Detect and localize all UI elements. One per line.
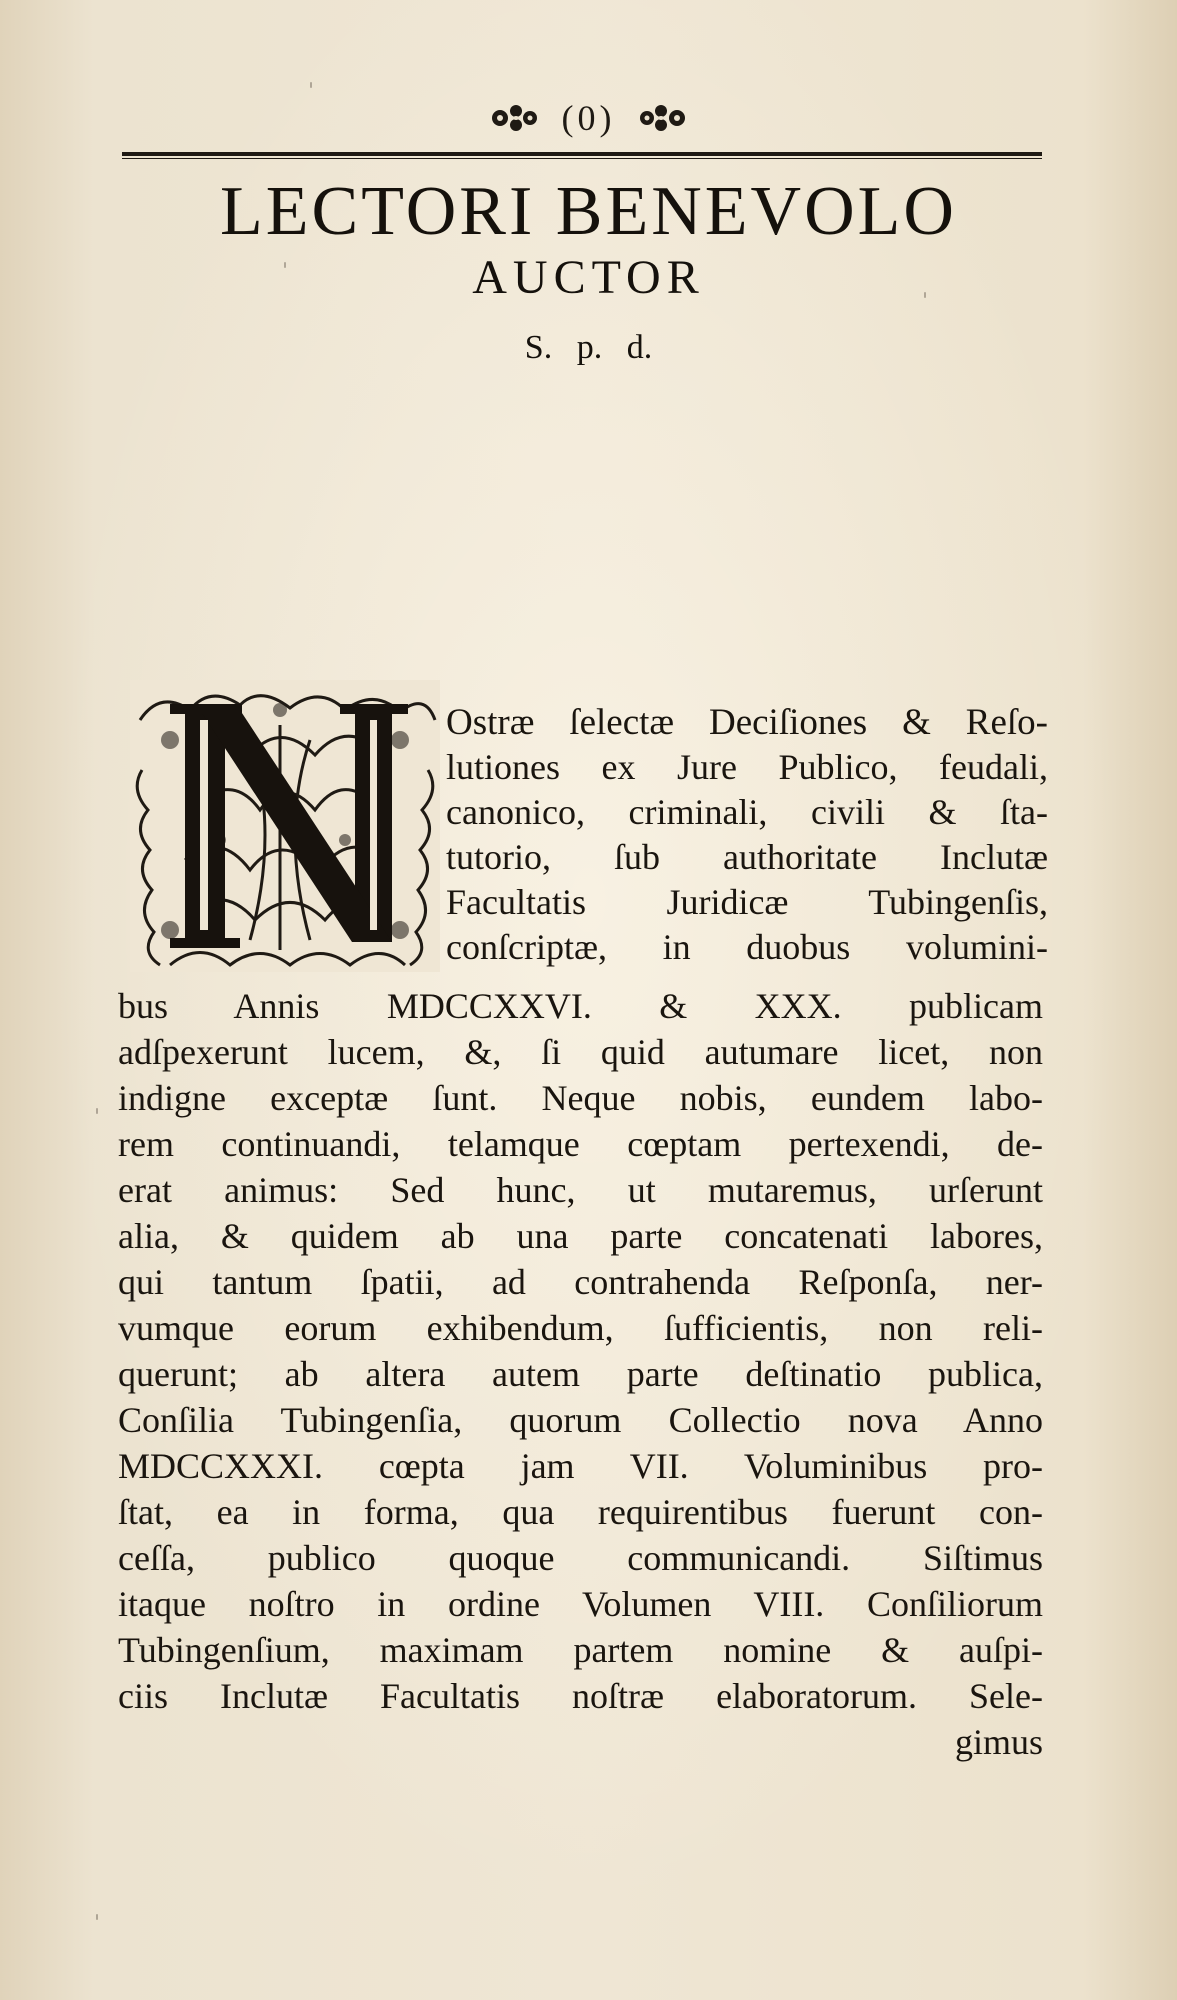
paper-speck: [96, 1914, 98, 1920]
text-line: MDCCXXXI. cœpta jam VII. Voluminibus pro-: [118, 1446, 1043, 1486]
paper-speck: [924, 292, 926, 298]
page-header: [0, 96, 1177, 140]
text-line: itaque noſtro in ordine Volumen VIII. Conſiliorum: [118, 1584, 1043, 1624]
text-line: alia, & quidem ab una parte concatenati labores,: [118, 1216, 1043, 1256]
text-line: querunt; ab altera autem parte deſtinatio publica,: [118, 1354, 1043, 1394]
salutation: S. p. d.: [524, 329, 653, 366]
text-line: conſcriptæ, in duobus volumini-: [446, 927, 1048, 967]
text-line: lutiones ex Jure Publico, feudali,: [446, 747, 1048, 787]
floral-ornament-icon: [637, 101, 687, 135]
text-line: vumque eorum exhibendum, ſufficientis, non reli-: [118, 1308, 1043, 1348]
text-line: canonico, criminali, civili & ſta-: [446, 792, 1048, 832]
text-line: ceſſa, publico quoque communicandi. Siſtimus: [118, 1538, 1043, 1578]
floral-ornament-icon: [490, 101, 540, 135]
decorated-initial-n-icon: [130, 680, 440, 972]
paper-speck: [284, 262, 286, 268]
text-line: ciis Inclutæ Facultatis noſtræ elaboratorum. Sele-: [118, 1676, 1043, 1716]
paper-speck: [310, 82, 312, 88]
catchword: gimus: [954, 1722, 1043, 1762]
text-line: ſtat, ea in forma, qua requirentibus fuerunt con-: [118, 1492, 1043, 1532]
text-line: indigne exceptæ ſunt. Neque nobis, eundem labo-: [118, 1078, 1043, 1118]
header-rule: [122, 152, 1042, 159]
paper-speck: [96, 1108, 98, 1114]
text-line: qui tantum ſpatii, ad contrahenda Reſponſa, ner-: [118, 1262, 1043, 1302]
text-line: Ostræ ſelectæ Deciſiones & Reſo-: [446, 702, 1048, 743]
text-line: Conſilia Tubingenſia, quorum Collectio nova Anno: [118, 1400, 1043, 1440]
text-line: adſpexerunt lucem, &, ſi quid autumare licet, non: [118, 1032, 1043, 1072]
page-subtitle: AUCTOR: [472, 251, 705, 304]
page-title: LECTORI BENEVOLO: [220, 173, 957, 250]
text-line: tutorio, ſub authoritate Inclutæ: [446, 837, 1048, 877]
text-line: bus Annis MDCCXXVI. & XXX. publicam: [118, 986, 1043, 1026]
text-line: Facultatis Juridicæ Tubingenſis,: [446, 882, 1048, 922]
text-line: erat animus: Sed hunc, ut mutaremus, urſerunt: [118, 1170, 1043, 1210]
text-line: Tubingenſium, maximam partem nomine & auſpi-: [118, 1630, 1043, 1670]
page-number: (0): [561, 98, 616, 138]
text-line: rem continuandi, telamque cœptam pertexendi, de-: [118, 1124, 1043, 1164]
